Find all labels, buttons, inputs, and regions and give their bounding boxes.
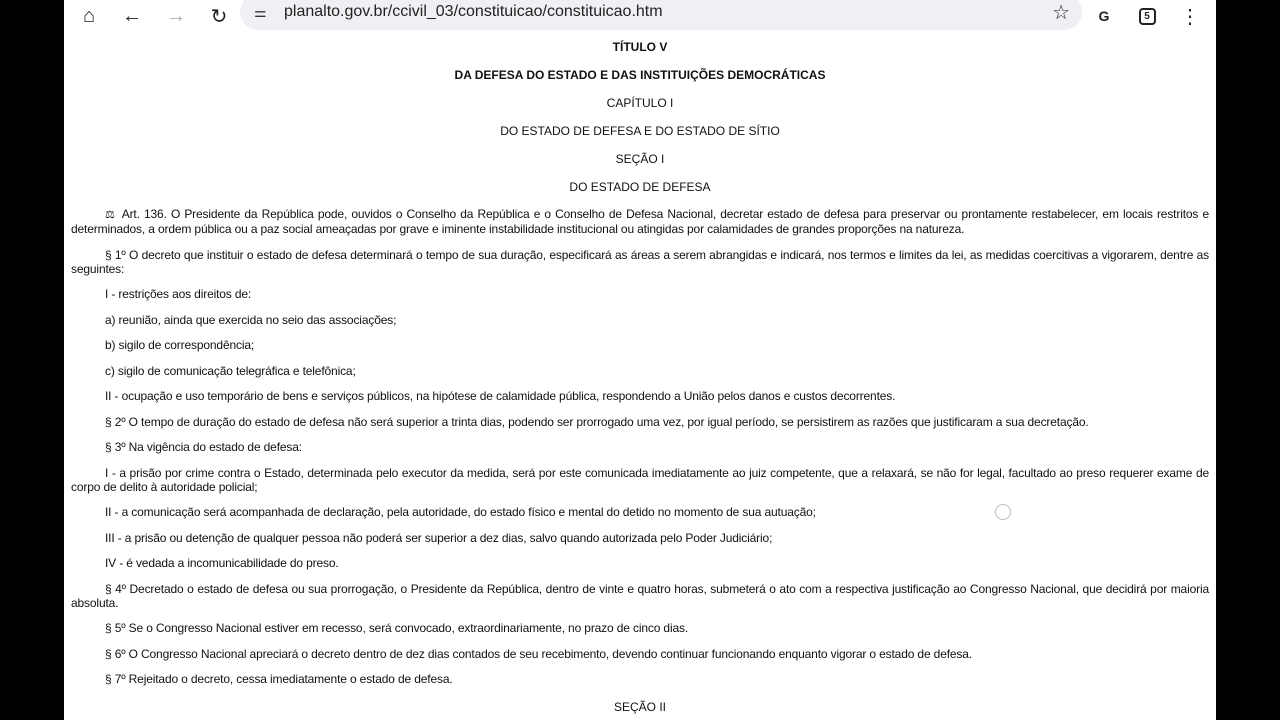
site-settings-icon[interactable]: ⚌ xyxy=(254,3,267,20)
next-section-heading: SEÇÃO II xyxy=(613,700,666,714)
paragraph: II - ocupação e uso temporário de bens e serviços públicos, na hipótese de calamidade pública, respondendo a União pelos danos e custos decorrentes. xyxy=(105,389,896,403)
bookmark-star-icon[interactable]: ☆ xyxy=(1052,2,1070,24)
paragraph: § 3º Na vigência do estado de defesa: xyxy=(105,440,302,454)
paragraph: b) sigilo de correspondência; xyxy=(105,338,255,352)
paragraph: III - a prisão ou detenção de qualquer pessoa não poderá ser superior a dez dias, salvo quando autorizada pelo Poder Judiciário; xyxy=(105,530,773,545)
reload-icon[interactable]: ↻ xyxy=(210,5,228,28)
address-bar[interactable] xyxy=(240,0,1082,30)
paragraph: § 7º Rejeitado o decreto, cessa imediatamente o estado de defesa. xyxy=(105,672,453,686)
translate-icon[interactable]: G xyxy=(1098,8,1110,24)
paragraph: IV - é vedada a incomunicabilidade do preso. xyxy=(105,556,339,570)
tab-count: 5 xyxy=(1139,8,1156,25)
paragraph: § 6º O Congresso Nacional apreciará o decreto dentro de dez dias contados de seu recebimento, devendo continuar funcionando enquanto vigorar o estado de defesa. xyxy=(105,646,972,661)
back-icon[interactable]: ← xyxy=(122,4,142,27)
article-text: Art. 136. O Presidente da República pode, ouvidos o Conselho da República e o Conselho de Defesa Nacional, decretar estado de defesa para preservar ou prontamente restabelecer, em locais restritos e determinados, a ordem pública ou a paz social ameaçadas por grave e iminente instabilidade institucional ou atingidas por calamidades de grandes proporções na natureza. xyxy=(71,207,1209,236)
chapter-name: DO ESTADO DE DEFESA E DO ESTADO DE SÍTIO xyxy=(500,124,780,138)
paragraph: a) reunião, ainda que exercida no seio das associações; xyxy=(105,312,397,327)
paragraph: I - restrições aos direitos de: xyxy=(105,287,252,301)
page-content xyxy=(64,38,1216,720)
paragraph: § 1º O decreto que instituir o estado de defesa determinará o tempo de sua duração, especificará as áreas a serem abrangidas e indicará, nos termos e limites da lei, as medidas coercitivas a vigorarem, dentre as seguintes: xyxy=(71,247,1209,276)
paragraph: § 4º Decretado o estado de defesa ou sua prorrogação, o Presidente da República, dentro de vinte e quatro horas, submeterá o ato com a respectiva justificação ao Congresso Nacional, que decidirá por maioria absoluta. xyxy=(71,581,1209,610)
tab-switcher-button[interactable] xyxy=(1131,3,1163,29)
title-heading: TÍTULO V xyxy=(612,40,668,54)
section-name: DO ESTADO DE DEFESA xyxy=(569,180,711,194)
browser-toolbar xyxy=(64,0,1216,38)
paragraph: c) sigilo de comunicação telegráfica e telefônica; xyxy=(105,363,356,378)
touch-indicator xyxy=(995,504,1011,520)
paragraph: II - a comunicação será acompanhada de declaração, pela autoridade, do estado físico e mental do detido no momento de sua autuação; xyxy=(105,505,816,519)
scales-icon[interactable]: ⚖ xyxy=(105,209,116,221)
home-icon[interactable]: ⌂ xyxy=(82,4,96,27)
url-text[interactable]: planalto.gov.br/ccivil_03/constituicao/constituicao.htm xyxy=(284,3,663,20)
title-name: DA DEFESA DO ESTADO E DAS INSTITUIÇÕES DEMOCRÁTICAS xyxy=(454,68,826,82)
chapter-heading: CAPÍTULO I xyxy=(606,96,674,110)
section-heading: SEÇÃO I xyxy=(615,152,665,166)
article-136 xyxy=(71,207,1209,236)
paragraph: § 2º O tempo de duração do estado de defesa não será superior a trinta dias, podendo ser prorrogado uma vez, por igual período, se persistirem as razões que justificaram a sua decretação. xyxy=(105,414,1089,429)
paragraph: § 5º Se o Congresso Nacional estiver em recesso, será convocado, extraordinariamente, no prazo de cinco dias. xyxy=(105,621,689,635)
paragraph: I - a prisão por crime contra o Estado, determinada pelo executor da medida, será por este comunicada imediatamente ao juiz competente, que a relaxará, se não for legal, facultado ao preso requerer exame de corpo de delito à autoridade policial; xyxy=(71,465,1209,494)
menu-icon[interactable]: ⋮ xyxy=(1180,5,1200,28)
forward-icon[interactable]: → xyxy=(166,4,186,27)
